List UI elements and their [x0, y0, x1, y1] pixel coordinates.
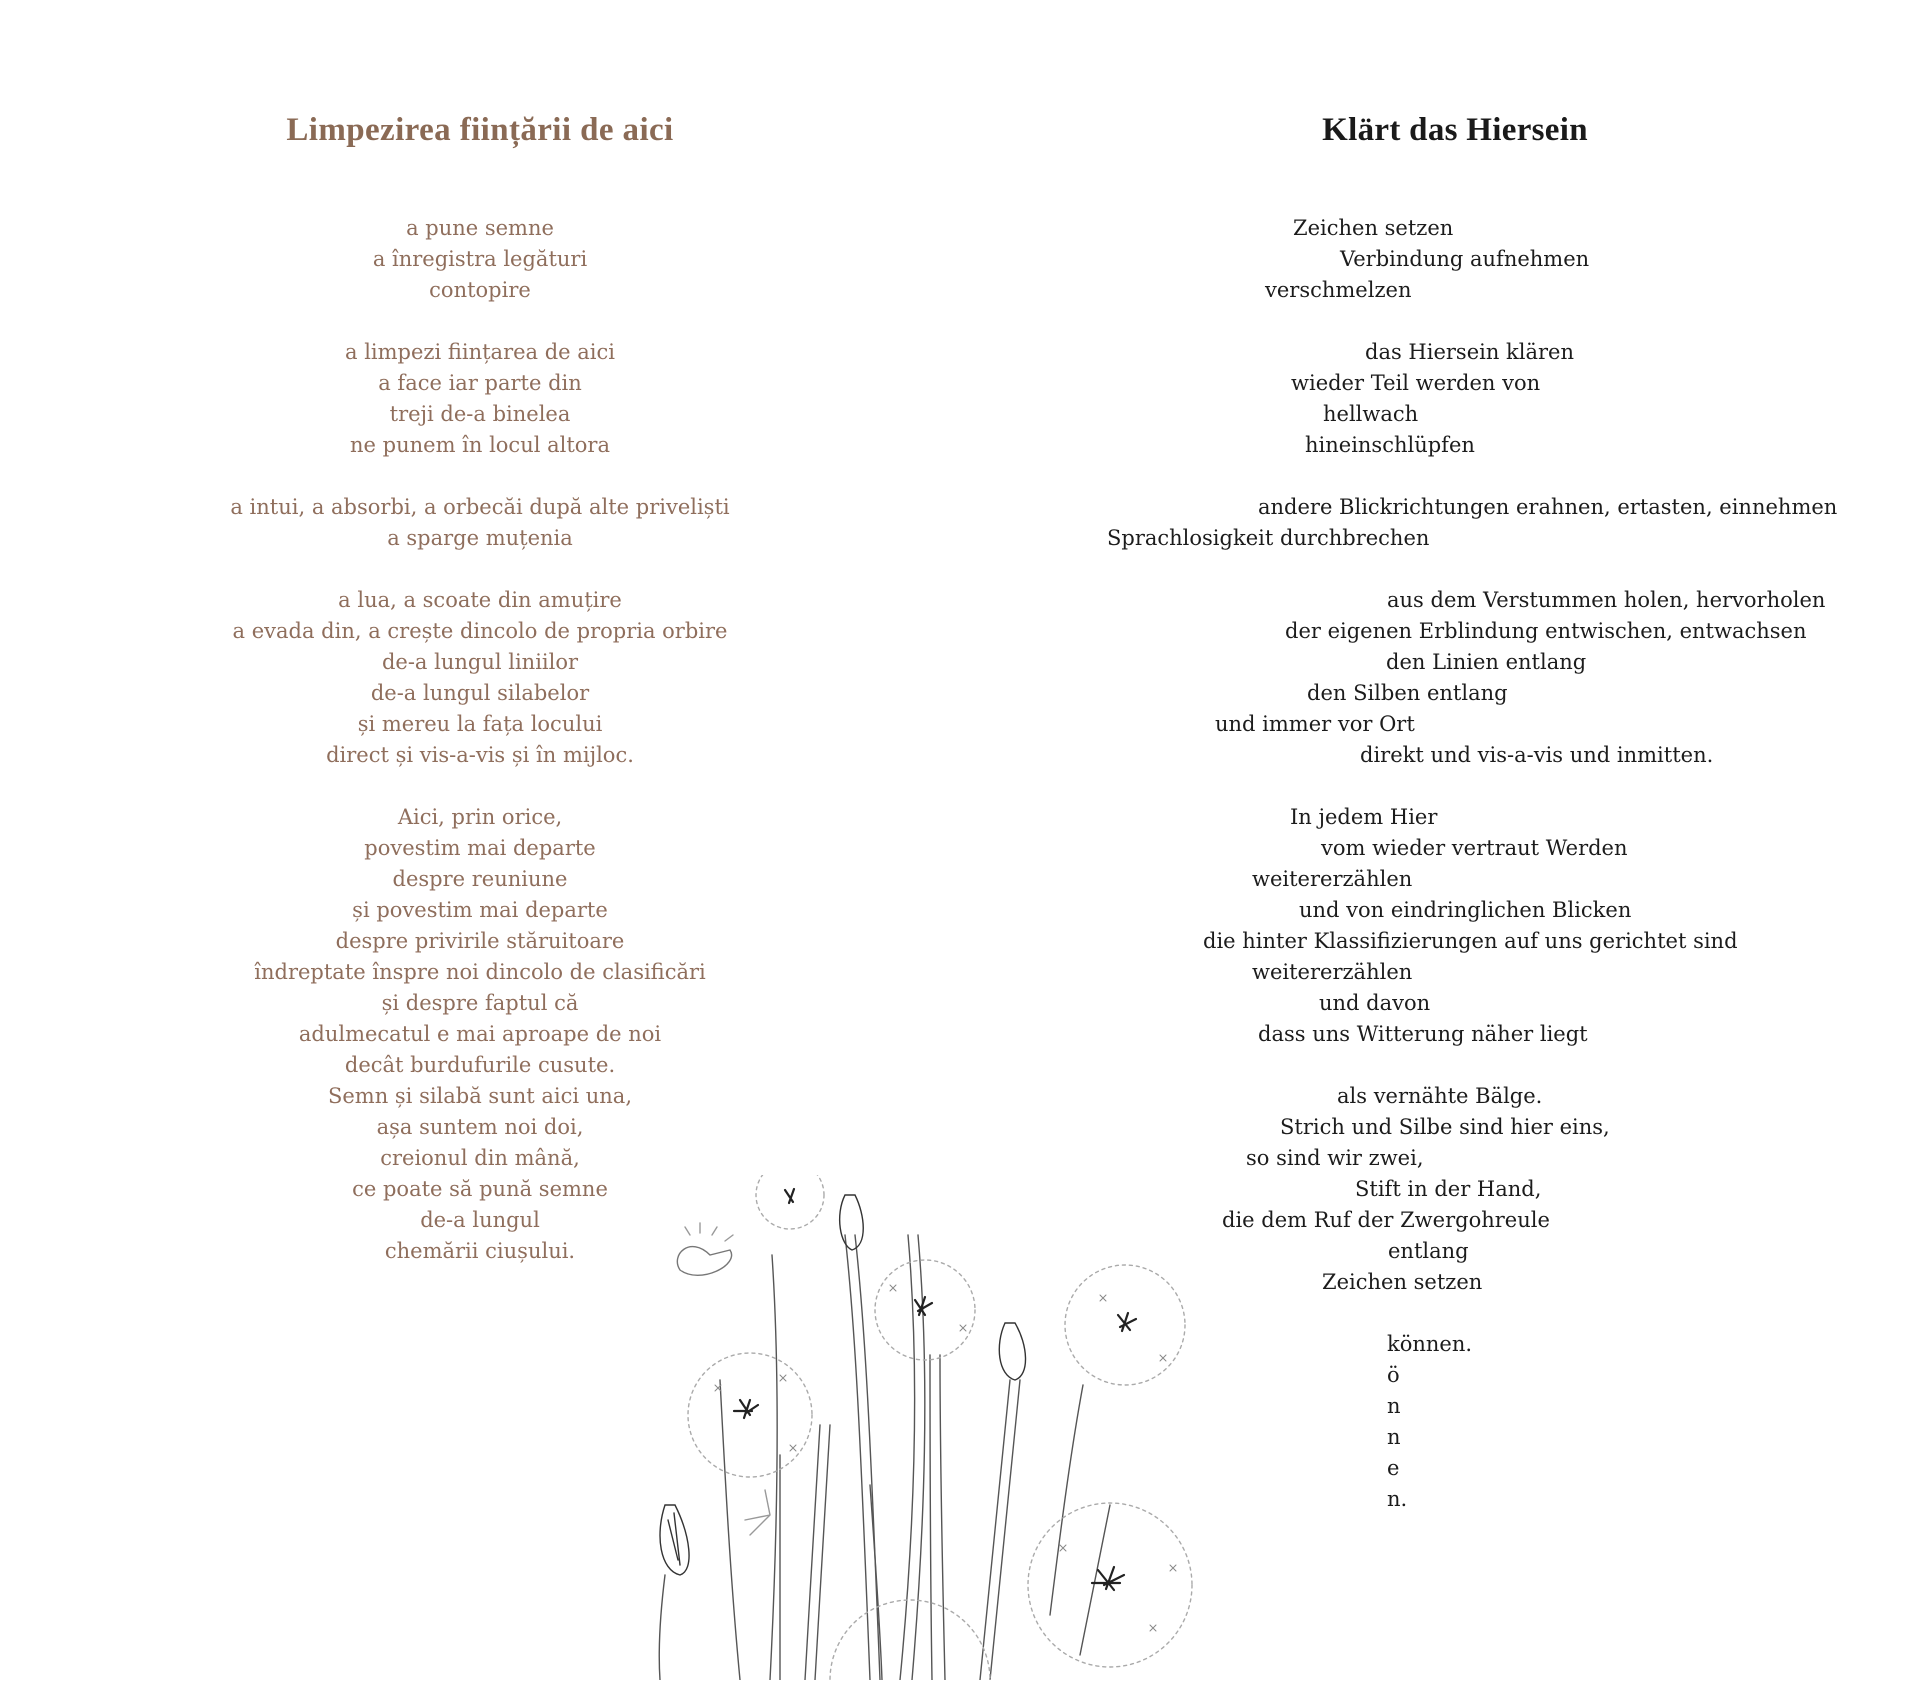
- poem-line: n: [1387, 1425, 1401, 1449]
- poem-line: Semn și silabă sunt aici una,: [327, 1084, 633, 1108]
- poem-line: și despre faptul că: [381, 991, 579, 1015]
- poem-line: și mereu la fața locului: [357, 712, 603, 736]
- poem-line: aus dem Verstummen holen, hervorholen: [1387, 588, 1826, 612]
- poem-line: de-a lungul: [420, 1208, 540, 1232]
- poem-line: n.: [1387, 1487, 1408, 1511]
- poem-line: contopire: [429, 278, 531, 302]
- poem-line: Zeichen setzen: [1293, 216, 1454, 240]
- poem-line: weitererzählen: [1252, 867, 1413, 891]
- poem-line: entlang: [1388, 1239, 1469, 1263]
- dandelion-illustration: [630, 1175, 1230, 1680]
- poem-line: und von eindringlichen Blicken: [1299, 898, 1632, 922]
- poem-line: Verbindung aufnehmen: [1340, 247, 1590, 271]
- poem-line: der eigenen Erblindung entwischen, entwachsen: [1285, 619, 1807, 643]
- poem-line: In jedem Hier: [1290, 805, 1438, 829]
- poem-line: andere Blickrichtungen erahnen, ertasten, einnehmen: [1258, 495, 1838, 519]
- poem-line: den Silben entlang: [1307, 681, 1508, 705]
- poem-line: Aici, prin orice,: [397, 805, 563, 829]
- poem-line: a pune semne: [406, 216, 554, 240]
- poem-line: so sind wir zwei,: [1246, 1146, 1424, 1170]
- poem-line: ö: [1387, 1363, 1400, 1387]
- poem-line: als vernähte Bälge.: [1337, 1084, 1543, 1108]
- poem-line: și povestim mai departe: [352, 898, 608, 922]
- dandelion-drawing-icon: [630, 1175, 1230, 1680]
- poem-line: de-a lungul silabelor: [370, 681, 590, 705]
- romanian-poem-title: Limpezirea ființării de aici: [286, 112, 674, 148]
- poem-line: a înregistra legături: [372, 247, 588, 271]
- poem-line: ce poate să pună semne: [352, 1177, 608, 1201]
- german-poem-title: Klärt das Hiersein: [1322, 112, 1588, 148]
- poem-line: despre privirile stăruitoare: [335, 929, 625, 953]
- poem-line: despre reuniune: [392, 867, 568, 891]
- poem-line: adulmecatul e mai aproape de noi: [298, 1022, 662, 1046]
- poem-line: die hinter Klassifizierungen auf uns gerichtet sind: [1203, 929, 1738, 953]
- poem-line: creionul din mână,: [380, 1146, 580, 1170]
- poem-line: verschmelzen: [1265, 278, 1412, 302]
- poem-line: direkt und vis-a-vis und inmitten.: [1360, 743, 1714, 767]
- poem-line: a face iar parte din: [378, 371, 582, 395]
- poem-line: können.: [1387, 1332, 1473, 1356]
- poem-line: vom wieder vertraut Werden: [1321, 836, 1628, 860]
- poem-line: decât burdufurile cusute.: [344, 1053, 616, 1077]
- poem-line: die dem Ruf der Zwergohreule: [1222, 1208, 1550, 1232]
- poem-line: a evada din, a crește dincolo de propria orbire: [232, 619, 728, 643]
- poem-line: e: [1387, 1456, 1400, 1480]
- poem-line: hellwach: [1323, 402, 1419, 426]
- poem-line: und davon: [1319, 991, 1431, 1015]
- poem-line: așa suntem noi doi,: [376, 1115, 584, 1139]
- poem-line: Stift in der Hand,: [1355, 1177, 1542, 1201]
- poem-line: und immer vor Ort: [1215, 712, 1415, 736]
- poem-line: treji de-a binelea: [389, 402, 571, 426]
- poem-line: das Hiersein klären: [1365, 340, 1574, 364]
- poem-line: direct și vis-a-vis și în mijloc.: [326, 743, 634, 767]
- poem-line: dass uns Witterung näher liegt: [1258, 1022, 1588, 1046]
- poem-line: hineinschlüpfen: [1305, 433, 1475, 457]
- poem-line: a intui, a absorbi, a orbecăi după alte priveliști: [230, 495, 730, 519]
- poem-line: weitererzählen: [1252, 960, 1413, 984]
- poem-line: povestim mai departe: [364, 836, 596, 860]
- poem-line: den Linien entlang: [1386, 650, 1587, 674]
- poem-line: n: [1387, 1394, 1401, 1418]
- poem-line: a lua, a scoate din amuțire: [338, 588, 622, 612]
- poem-line: wieder Teil werden von: [1291, 371, 1541, 395]
- poem-line: a limpezi ființarea de aici: [345, 340, 615, 364]
- poem-line: de-a lungul liniilor: [381, 650, 579, 674]
- poem-line: chemării ciușului.: [384, 1239, 576, 1263]
- poem-line: îndreptate înspre noi dincolo de clasificări: [254, 960, 706, 984]
- poem-line: a sparge muțenia: [387, 526, 573, 550]
- poem-line: ne punem în locul altora: [350, 433, 610, 457]
- poem-line: Strich und Silbe sind hier eins,: [1280, 1115, 1610, 1139]
- poem-line: Sprachlosigkeit durchbrechen: [1107, 526, 1430, 550]
- poem-line: Zeichen setzen: [1322, 1270, 1483, 1294]
